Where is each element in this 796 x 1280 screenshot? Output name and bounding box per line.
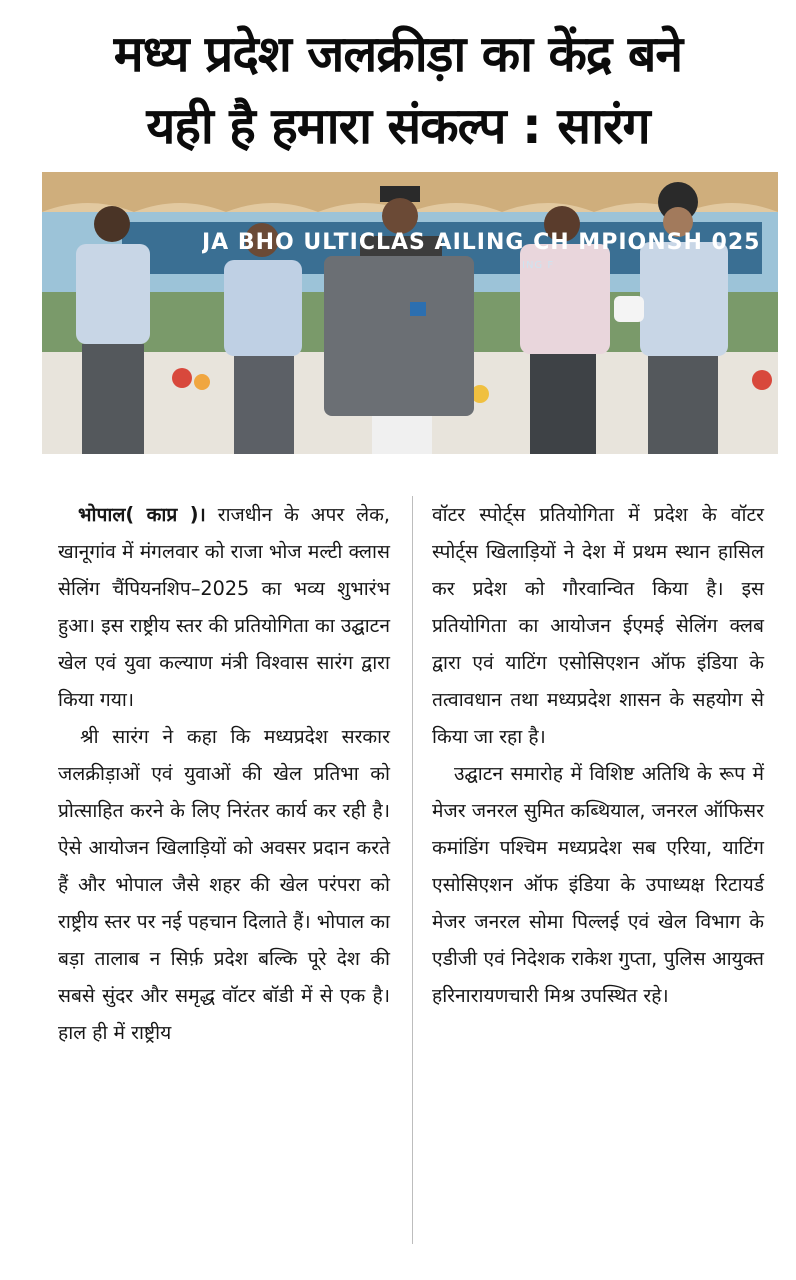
displayed-tshirt xyxy=(324,256,474,416)
column-divider xyxy=(412,496,413,1244)
banner-subtext: ING F xyxy=(522,260,555,271)
person-5-shirt xyxy=(640,242,728,356)
person-1-head xyxy=(94,206,130,242)
headline xyxy=(20,18,776,162)
article-paragraph: वॉटर स्पोर्ट्स प्रतियोगिता में प्रदेश के वॉटर स्पोर्ट्स खिलाड़ियों ने देश में प्रथम स्थान हासिल कर प्रदेश को गौरवान्वित किया है। इस प्रतियोगिता का आयोजन ईएमई सेलिंग क्लब द्वारा एवं याटिंग एसोसिएशन ऑफ इंडिया के तत्वावधान तथा मध्यप्रदेश शासन के सहयोग से किया जा रहा है। xyxy=(432,503,764,748)
person-2-shirt xyxy=(224,260,302,356)
headline-line-2: यही है हमारा संकल्प : सारंग xyxy=(146,97,650,155)
article-paragraph: श्री सारंग ने कहा कि मध्यप्रदेश सरकार जलक्रीड़ाओं एवं युवाओं की खेल प्रतिभा को प्रोत्साहित करने के लिए निरंतर कार्य कर रही है। ऐसे आयोजन खिलाड़ियों को अवसर प्रदान करते हैं और भोपाल जैसे शहर की खेल परंपरा को राष्ट्रीय स्तर पर नई पहचान दिलाते हैं। भोपाल का बड़ा तालाब न सिर्फ़ प्रदेश बल्कि पूरे देश की सबसे सुंदर और समृद्ध वॉटर बॉडी में से एक है। हाल ही में राष्ट्रीय xyxy=(58,725,390,1044)
article-column-right xyxy=(432,496,764,1014)
person-1-shirt xyxy=(76,244,150,344)
person-3-head xyxy=(382,198,418,234)
event-photo-illustration xyxy=(42,172,778,454)
banner-text: JA BHO ULTICLAS AILING CH MPIONSH 025 xyxy=(202,230,761,255)
article-paragraph: उद्घाटन समारोह में विशिष्ट अतिथि के रूप में मेजर जनरल सुमित कब्थियाल, जनरल ऑफिसर कमांडिंग पश्चिम मध्यप्रदेश सब एरिया, याटिंग एसोसिएशन ऑफ इंडिया के उपाध्यक्ष रिटायर्ड मेजर जनरल सोमा पिल्लई एवं खेल विभाग के एडीजी एवं निदेशक राकेश गुप्ता, पुलिस आयुक्त हरिनारायणचारी मिश्र उपस्थित रहे। xyxy=(432,762,764,1007)
article-body xyxy=(58,496,778,1256)
article-column-left xyxy=(58,496,390,1051)
article-paragraph xyxy=(58,496,390,718)
event-photo xyxy=(42,172,778,454)
paragraph-text: राजधीन के अपर लेक, खानूगांव में मंगलवार को राजा भोज मल्टी क्लास सेलिंग चैंपियनशिप–2025 का भव्य शुभारंभ हुआ। इस राष्ट्रीय स्तर की प्रतियोगिता का उद्घाटन खेल एवं युवा कल्याण मंत्री विश्वास सारंग द्वारा किया गया। xyxy=(58,503,390,711)
dateline: भोपाल( काप्र )। xyxy=(78,503,206,526)
headline-line-1: मध्य प्रदेश जलक्रीड़ा का केंद्र बने xyxy=(113,25,683,83)
